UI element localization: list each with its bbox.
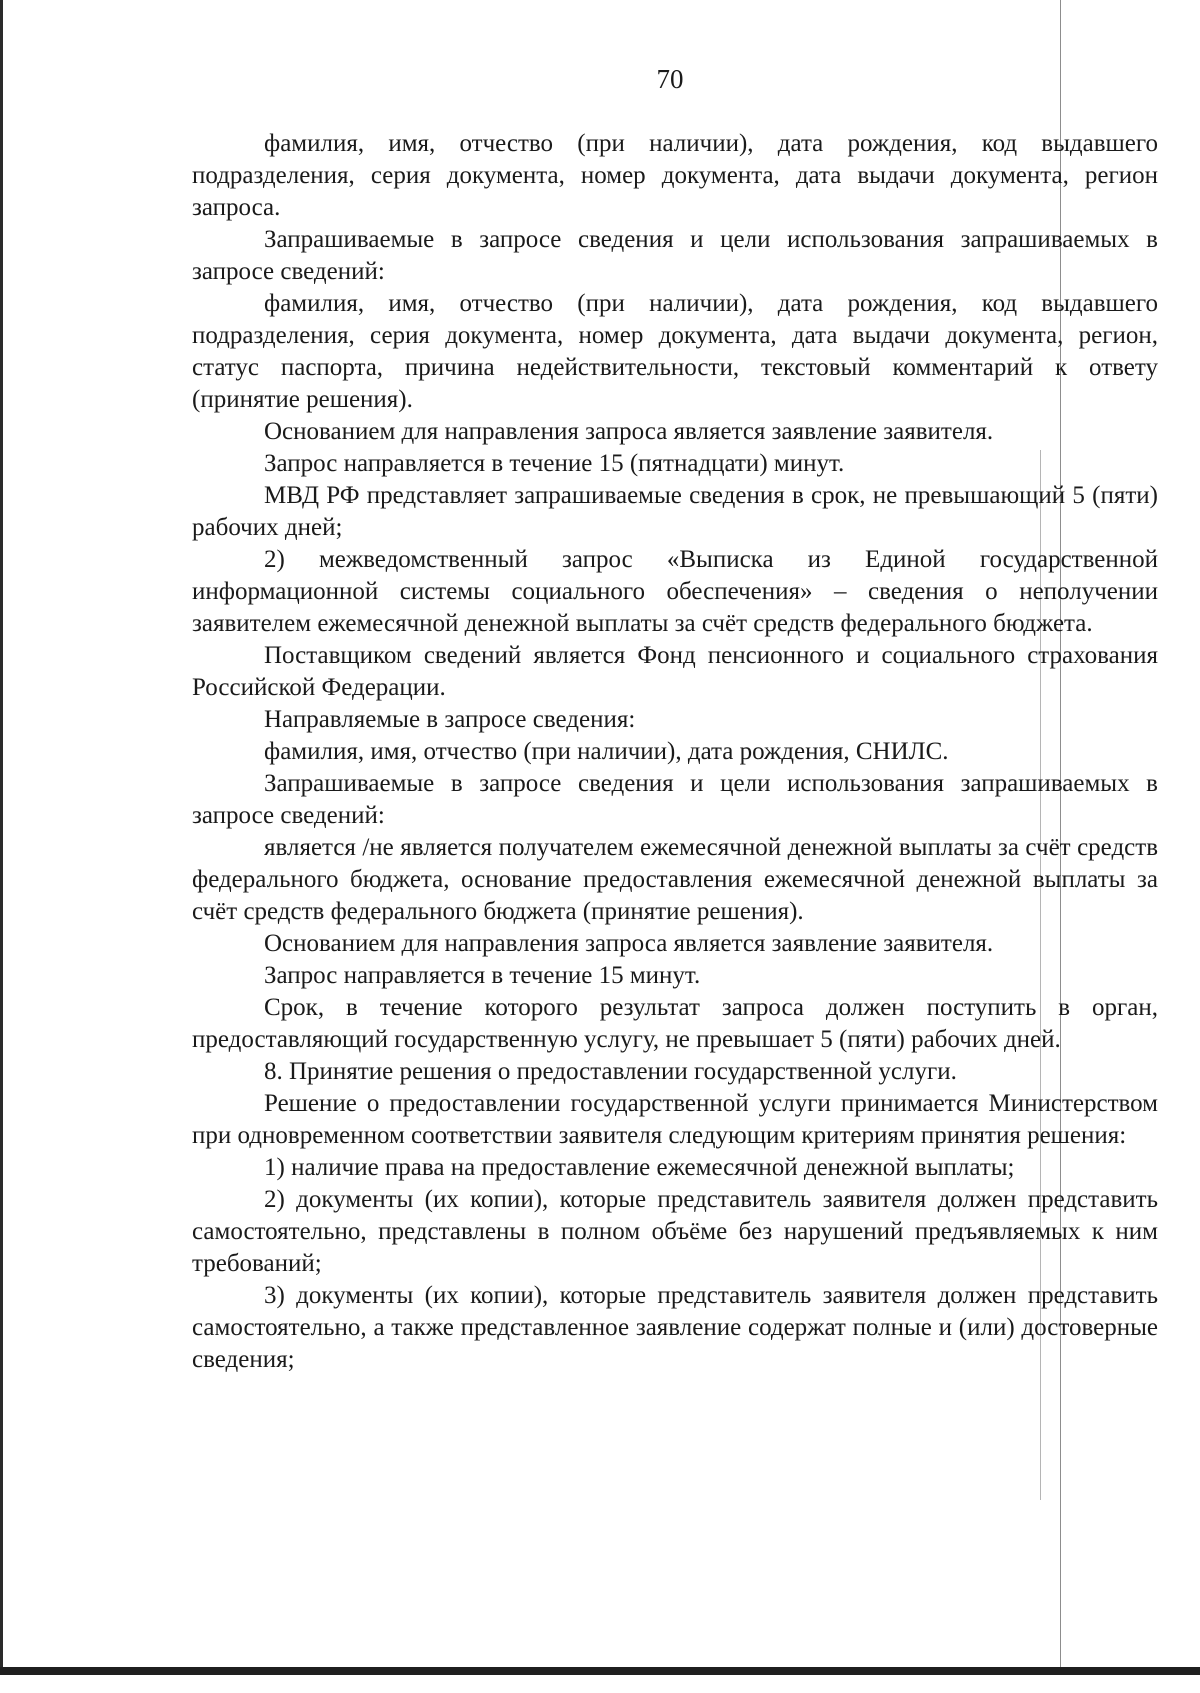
paragraph: Основанием для направления запроса является заявление заявителя. xyxy=(264,418,994,445)
paragraph: Запрос направляется в течение 15 (пятнадцати) минут. xyxy=(264,450,845,477)
paragraph: МВД РФ представляет запрашиваемые сведения в срок, не превышающий 5 (пяти) рабочих дней; xyxy=(192,482,1158,541)
scan-edge-left xyxy=(0,0,3,1670)
paragraph: Основанием для направления запроса является заявление заявителя. xyxy=(264,930,994,957)
paragraph: фамилия, имя, отчество (при наличии), дата рождения, код выдавшего подразделения, серия документа, номер документа, дата выдачи документа, регион, статус паспорта, причина недействительности, текстовый комментарий к ответу (принятие решения). xyxy=(192,290,1158,413)
paragraph: фамилия, имя, отчество (при наличии), дата рождения, СНИЛС. xyxy=(264,738,949,765)
paragraph: Запрашиваемые в запросе сведения и цели использования запрашиваемых в запросе сведений: xyxy=(192,770,1158,829)
scan-edge-bottom xyxy=(0,1667,1200,1675)
paragraph: является /не является получателем ежемесячной денежной выплаты за счёт средств федерального бюджета, основание предоставления ежемесячной денежной выплаты за счёт средств федерального бюджета (принятие решения). xyxy=(192,834,1158,925)
paragraph: Решение о предоставлении государственной услуги принимается Министерством при одновременном соответствии заявителя следующим критериям принятия решения: xyxy=(192,1090,1158,1149)
page-number: 70 xyxy=(656,64,684,94)
paragraph: 2) документы (их копии), которые представитель заявителя должен представить самостоятельно, представлены в полном объёме без нарушений предъявляемых к ним требований; xyxy=(192,1186,1158,1277)
paragraph: 2) межведомственный запрос «Выписка из Единой государственной информационной системы социального обеспечения» – сведения о неполучении заявителем ежемесячной денежной выплаты за счёт средств федерального бюджета. xyxy=(192,546,1158,637)
document-body xyxy=(192,128,1158,1376)
paragraph: Запрос направляется в течение 15 минут. xyxy=(264,962,701,989)
paragraph: Направляемые в запросе сведения: xyxy=(264,706,636,733)
paragraph: 8. Принятие решения о предоставлении государственной услуги. xyxy=(264,1058,957,1085)
paragraph: 1) наличие права на предоставление ежемесячной денежной выплаты; xyxy=(264,1154,1015,1181)
paragraph: 3) документы (их копии), которые представитель заявителя должен представить самостоятельно, а также представленное заявление содержат полные и (или) достоверные сведения; xyxy=(192,1282,1158,1373)
paragraph: фамилия, имя, отчество (при наличии), дата рождения, код выдавшего подразделения, серия документа, номер документа, дата выдачи документа, регион запроса. xyxy=(192,130,1158,221)
paragraph: Запрашиваемые в запросе сведения и цели использования запрашиваемых в запросе сведений: xyxy=(192,226,1158,285)
paragraph: Срок, в течение которого результат запроса должен поступить в орган, предоставляющий государственную услугу, не превышает 5 (пяти) рабочих дней. xyxy=(192,994,1158,1053)
paragraph: Поставщиком сведений является Фонд пенсионного и социального страхования Российской Федерации. xyxy=(192,642,1158,701)
